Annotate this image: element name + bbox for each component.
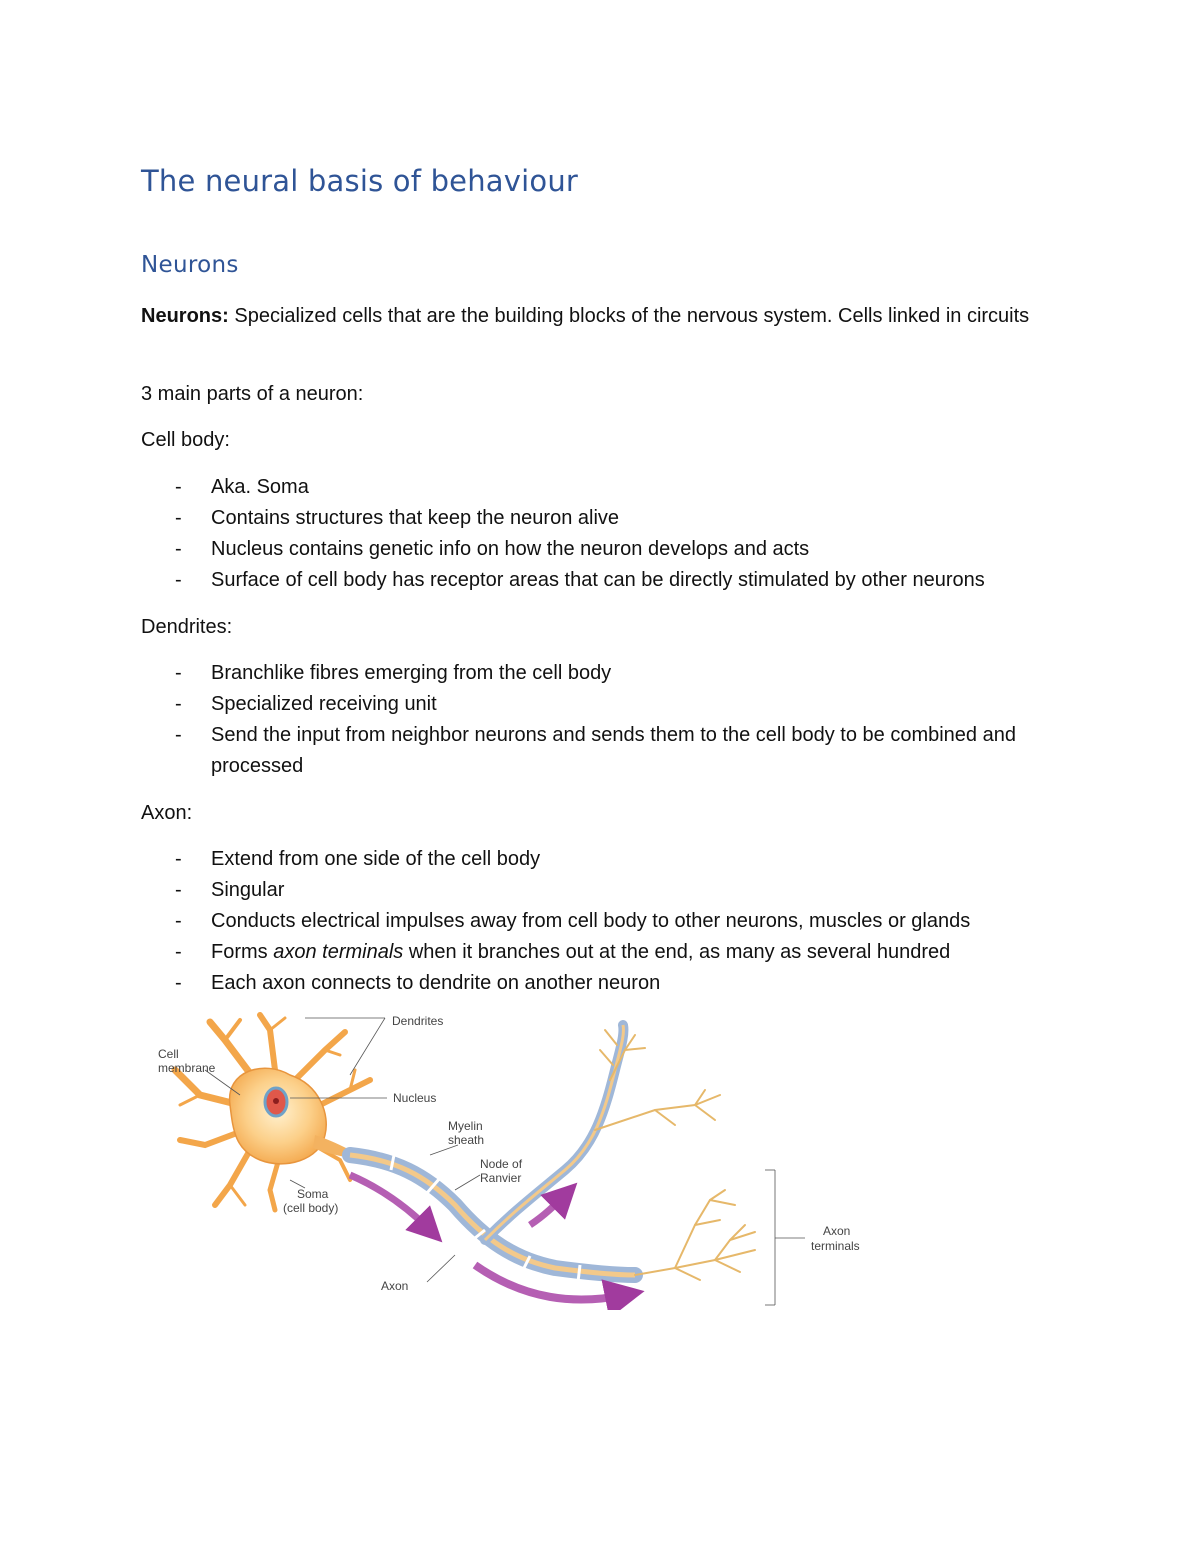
label-cell-membrane-2: membrane xyxy=(158,1061,216,1075)
parts-heading: 3 main parts of a neuron: xyxy=(141,383,364,405)
label-terminals-1: Axon xyxy=(823,1224,851,1238)
definition-text: Specialized cells that are the building blocks of the nervous system. Cells linked in circuits xyxy=(228,305,1030,327)
label-cell-membrane-1: Cell xyxy=(158,1047,179,1061)
list-item: - Conducts electrical impulses away from cell body to other neurons, muscles or glands xyxy=(175,910,971,932)
list-item: - Contains structures that keep the neuron alive xyxy=(175,507,620,529)
label-node-1: Node of xyxy=(480,1157,523,1171)
list-item: - Surface of cell body has receptor areas that can be directly stimulated by other neurons xyxy=(175,569,985,591)
label-node-2: Ranvier xyxy=(480,1171,522,1185)
neuron-diagram xyxy=(155,1010,865,1310)
axon-list xyxy=(141,844,1051,999)
cell-body-heading: Cell body: xyxy=(141,429,230,451)
dendrites-list xyxy=(141,658,1051,782)
label-terminals-2: terminals xyxy=(811,1239,860,1253)
label-myelin-2: sheath xyxy=(448,1133,485,1147)
list-item: - Singular xyxy=(175,879,285,901)
list-item: - Forms axon terminals when it branches out at the end, as many as several hundred xyxy=(175,941,951,963)
page-title: The neural basis of behaviour xyxy=(141,164,579,198)
list-item: - Nucleus contains genetic info on how the neuron develops and acts xyxy=(175,538,810,560)
list-item: - Extend from one side of the cell body xyxy=(175,848,541,870)
label-dendrites: Dendrites xyxy=(392,1014,444,1028)
list-item: - Send the input from neighbor neurons and sends them to the cell body to be combined and processed xyxy=(175,724,1016,777)
label-myelin-1: Myelin xyxy=(448,1119,483,1133)
cell-body-list xyxy=(141,472,1051,596)
label-nucleus: Nucleus xyxy=(393,1091,437,1105)
list-item: - Branchlike fibres emerging from the cell body xyxy=(175,662,612,684)
list-item: - Specialized receiving unit xyxy=(175,693,437,715)
list-item: - Aka. Soma xyxy=(175,476,309,498)
label-soma-2: (cell body) xyxy=(283,1201,339,1215)
list-item: - Each axon connects to dendrite on another neuron xyxy=(175,972,661,994)
axon-heading: Axon: xyxy=(141,802,193,824)
neurons-definition xyxy=(141,301,1051,332)
dendrites-heading: Dendrites: xyxy=(141,616,233,638)
label-axon: Axon xyxy=(381,1279,409,1293)
axon-terminals-term: axon terminals xyxy=(273,941,404,963)
label-soma-1: Soma xyxy=(297,1187,329,1201)
section-heading: Neurons xyxy=(141,252,239,278)
definition-term: Neurons: xyxy=(141,305,229,327)
